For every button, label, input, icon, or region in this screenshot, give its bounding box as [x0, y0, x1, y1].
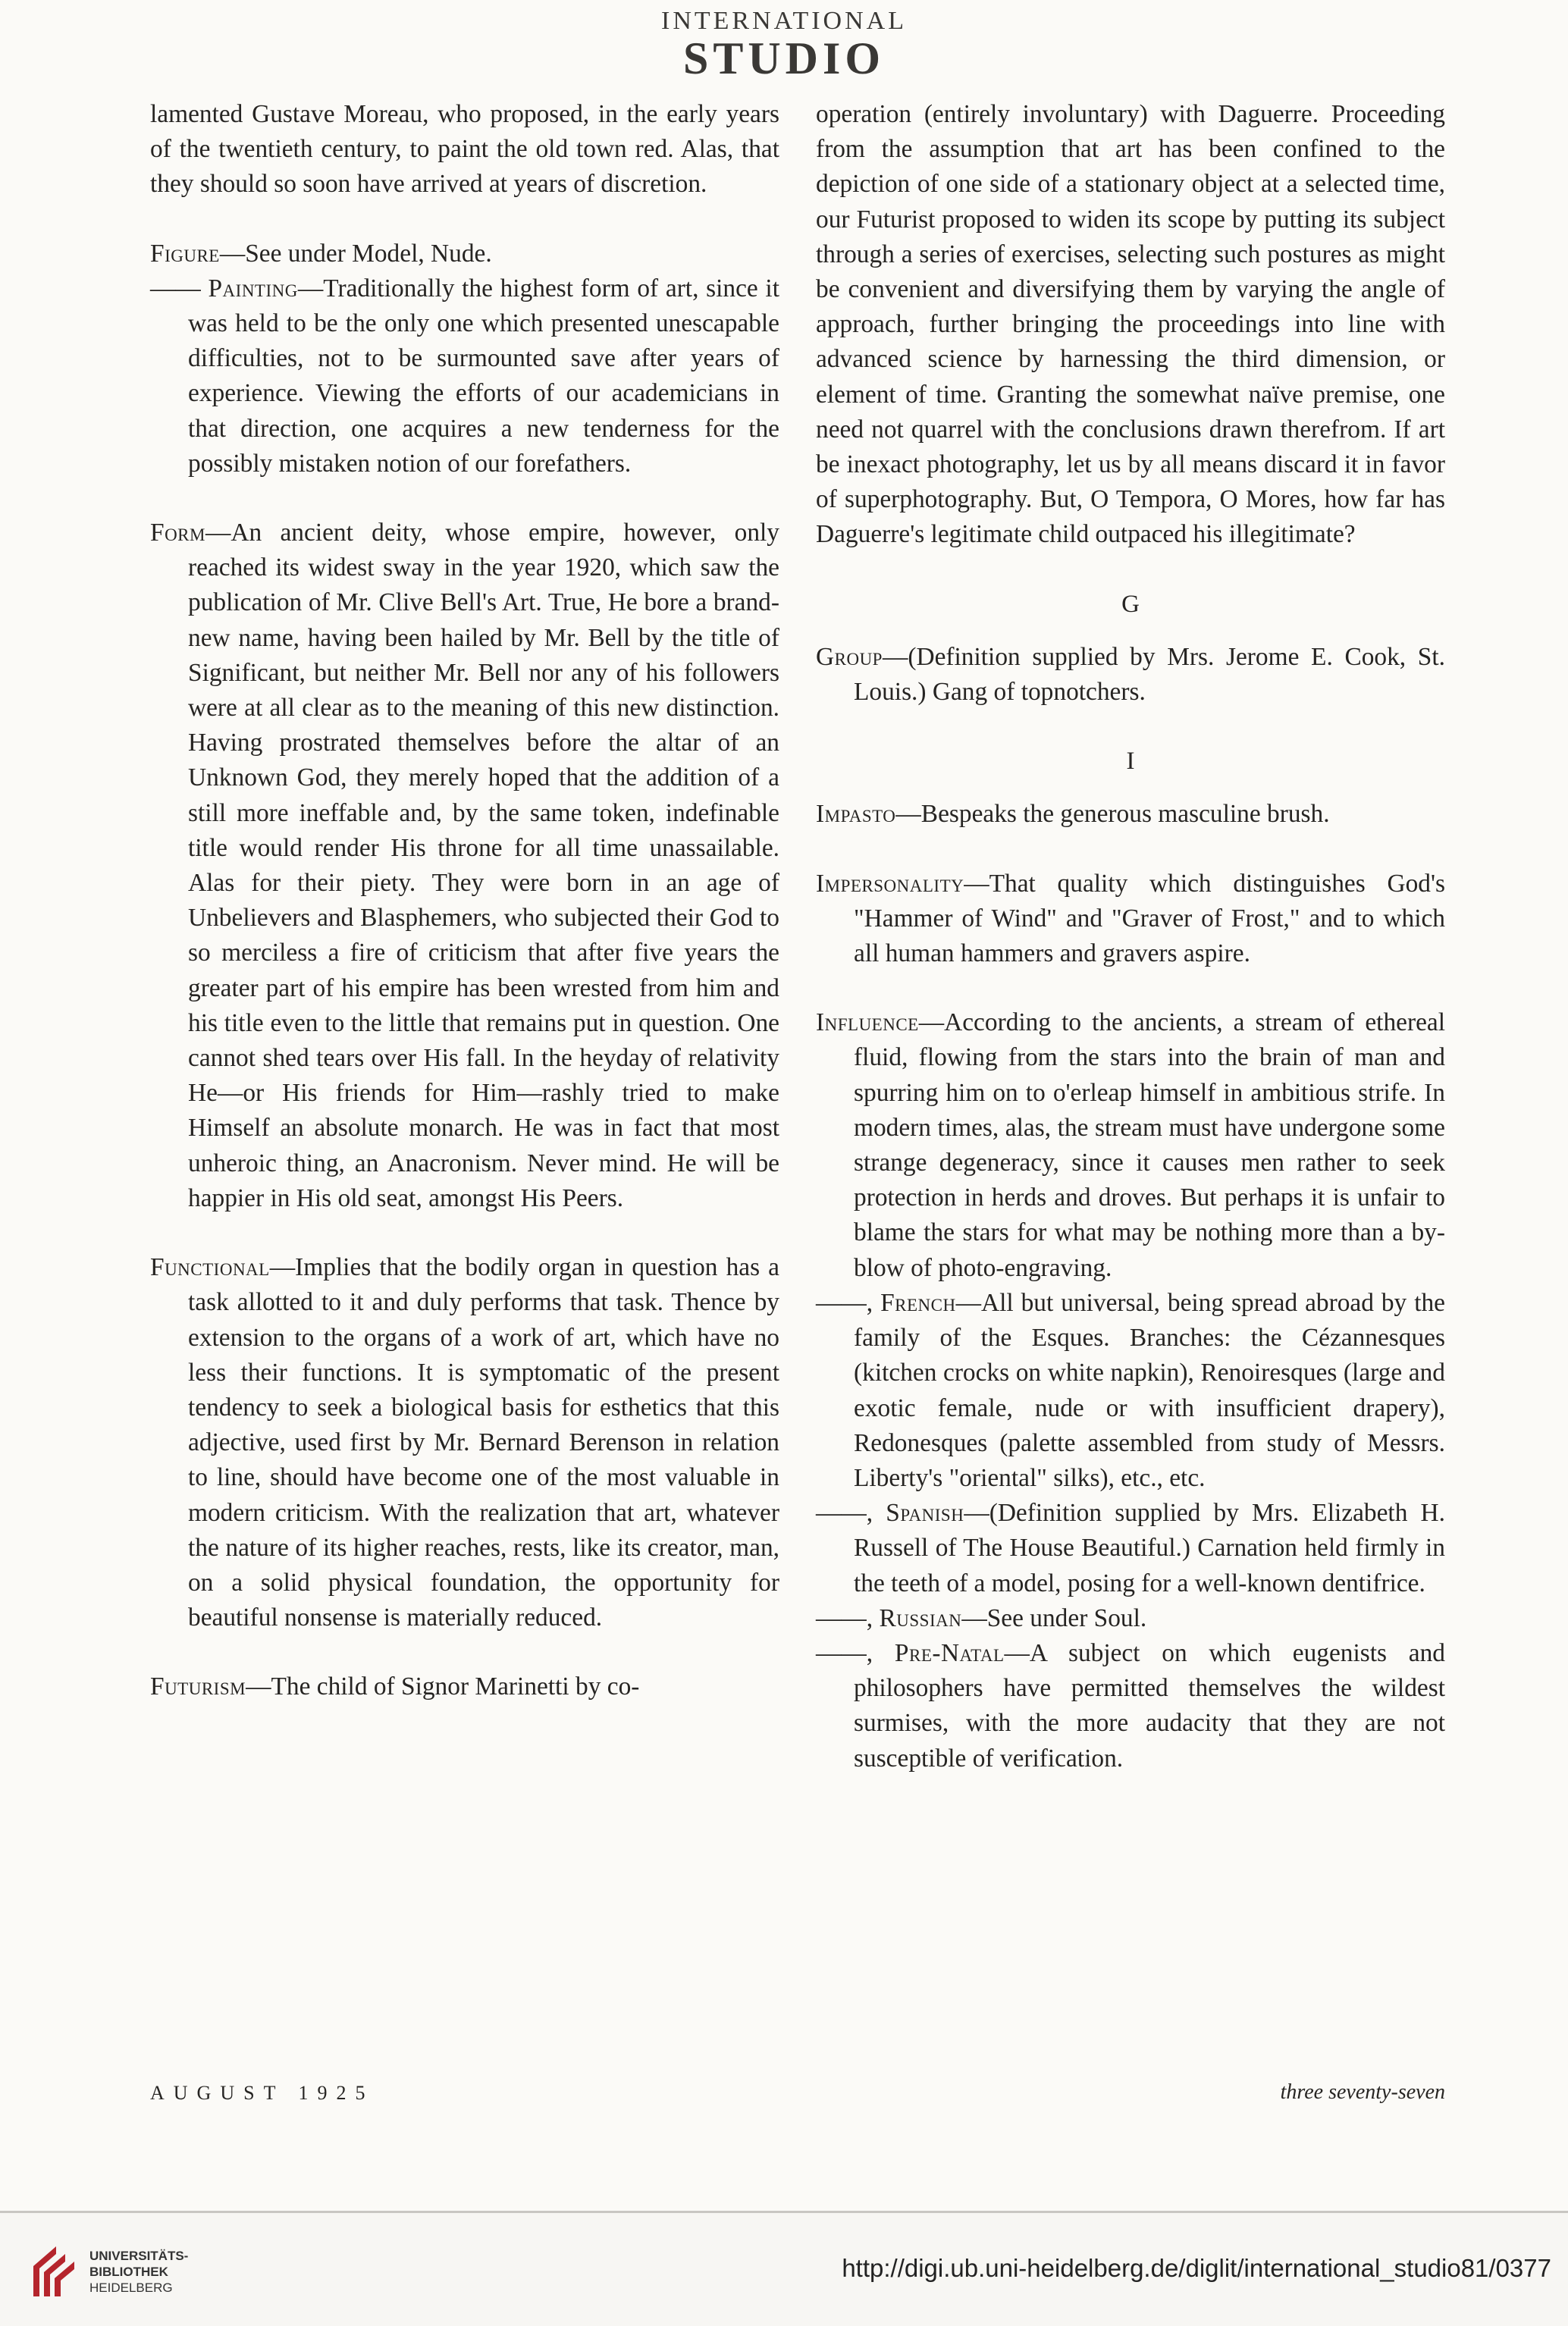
- entry-influence-head: Influence: [816, 1008, 919, 1037]
- entry-futurism-text: —The child of Signor Marinetti by co-: [246, 1672, 640, 1701]
- entry-painting: [150, 271, 779, 481]
- entry-spanish-dash: ——,: [816, 1499, 873, 1528]
- library-name-line-1: UNIVERSITÄTS-: [89, 2249, 189, 2263]
- section-letter-g: G: [1121, 590, 1140, 618]
- entry-functional-text: —Implies that the bodily organ in question has a task allotted to it and duly performs that task. Thence by extension to the organs of a work of art, which have no less their functions. It is symptomatic of the present tendency to seek a biological basis for esthetics that this adjective, used first by Mr. Bernard Berenson in relation to line, should have become one of the most valuable in modern criticism. With the realization that art, whatever the nature of its higher reaches, rests, like its creator, man, on a solid physical foundation, the opportunity for beautiful nonsense is materially reduced.: [188, 1253, 779, 1632]
- entry-prenatal: [816, 1636, 1445, 1776]
- entry-futurism: [150, 1669, 779, 1704]
- entry-group-text: —(Definition supplied by Mrs. Jerome E. Cook, St. Louis.) Gang of topnotchers.: [854, 642, 1445, 707]
- library-name-line-2: BIBLIOTHEK: [89, 2265, 168, 2279]
- entry-prenatal-dash: ——,: [816, 1638, 873, 1667]
- entry-spanish-head: Spanish: [886, 1499, 964, 1528]
- entry-figure-head: Figure: [150, 239, 220, 268]
- masthead-title: STUDIO: [682, 33, 886, 83]
- entry-prenatal-head: Pre-Natal: [894, 1638, 1005, 1667]
- entry-french-dash: ——,: [816, 1288, 873, 1317]
- entry-spanish-text: —(Definition supplied by Mrs. Elizabeth H. Russell of The House Beautiful.) Carnation held firmly in the teeth of a model, posing for a well-known dentifrice.: [854, 1499, 1445, 1597]
- entry-russian-head: Russian: [879, 1603, 962, 1632]
- entry-painting-dash: ——: [150, 274, 201, 303]
- futurism-continued: [816, 97, 1445, 553]
- entry-russian-dash: ——,: [816, 1603, 873, 1632]
- entry-impersonality-text: —That quality which distinguishes God's "Hammer of Wind" and "Graver of Frost," and to which all human hammers and gravers aspire.: [854, 869, 1445, 968]
- left-column: [150, 97, 779, 1705]
- entry-form: [150, 516, 779, 1216]
- entry-french-head: French: [880, 1288, 956, 1317]
- library-logo-icon: [26, 2243, 82, 2299]
- section-letter-i: I: [1126, 748, 1135, 776]
- entry-prenatal-text: —A subject on which eugenists and philosophers have permitted themselves the wildest surmises, with the more audacity that they are not susceptible of verification.: [854, 1638, 1446, 1773]
- footer-date: AUGUST 1925: [150, 2082, 375, 2104]
- entry-impasto-head: Impasto: [816, 800, 896, 829]
- entry-group: [816, 640, 1445, 710]
- intro-text: lamented Gustave Moreau, who proposed, in the early years of the twentieth century, to paint the old town red. Alas, that they should so soon have arrived at years of discretion.: [150, 100, 779, 199]
- footer-page-number: three seventy-seven: [1280, 2080, 1445, 2104]
- futurism-continued-text: operation (entirely involuntary) with Daguerre. Proceeding from the assumption that art has been confined to the depiction of one side of a stationary object at a selected time, our Futurist proposed to widen its scope by putting its subject through a series of exercises, selecting such postures as might be convenient and diversifying them by varying the angle of approach, further bringing the proceedings into line with advanced science by harnessing the third dimension, or element of time. Granting the somewhat naïve premise, one need not quarrel with the conclusions drawn therefrom. If art be inexact photography, let us by all means discard it in favor of superphotography. But, O Tempora, O Mores, how far has Daguerre's legitimate child outpaced his illegitimate?: [816, 100, 1445, 549]
- entry-french: [816, 1286, 1445, 1496]
- entry-influence: [816, 1005, 1445, 1286]
- masthead: [0, 8, 1568, 82]
- entry-russian-text: —See under Soul.: [961, 1603, 1147, 1632]
- entry-figure: [150, 237, 779, 271]
- entry-impersonality-head: Impersonality: [816, 869, 964, 898]
- entry-form-head: Form: [150, 519, 205, 547]
- entry-functional: [150, 1250, 779, 1635]
- entry-french-text: —All but universal, being spread abroad by the family of the Esques. Branches: the Cézannesques (kitchen crocks on white napkin), Renoiresques (large and exotic female, nude or with insufficient drapery), Redonesques (palette assembled from study of Messrs. Liberty's "oriental" silks), etc., etc.: [854, 1288, 1445, 1492]
- entry-group-head: Group: [816, 642, 883, 671]
- entry-impersonality: [816, 867, 1445, 972]
- entry-influence-text: —According to the ancients, a stream of ethereal fluid, flowing from the stars into the brain of man and spurring him on to o'erleap himself in ambitious strife. In modern times, alas, the stream must have undergone some strange degeneracy, since it causes men rather to seek protection in herds and droves. But perhaps it is unfair to blame the stars for what may be nothing more than a by-blow of photo-engraving.: [854, 1008, 1445, 1282]
- entry-russian: [816, 1601, 1445, 1636]
- entry-painting-head: Painting: [208, 274, 298, 303]
- entry-form-text: —An ancient deity, whose empire, however, only reached its widest sway in the year 1920, which saw the publication of Mr. Clive Bell's Art. True, He bore a brand-new name, having been hailed by Mr. Bell by the title of Significant, but neither Mr. Bell nor any of his followers were at all clear as to the meaning of this new distinction. Having prostrated themselves before the altar of an Unknown God, they merely hoped that the addition of a still more ineffable and, by the same token, indefinable title would render His throne for all time unassailable. Alas for their piety. They were born in an age of Unbelievers and Blasphemers, who subjected their God to so merciless a fire of criticism that after five years the greater part of his empire has been wrested from him and his title even to the little that remains put in question. One cannot shed tears over His fall. In the heyday of relativity He—or His friends for Him—rashly tried to make Himself an absolute monarch. He was in fact that most unheroic thing, an Anacronism. Never mind. He will be happier in His old seat, amongst His Peers.: [188, 519, 779, 1212]
- source-url-link[interactable]: http://digi.ub.uni-heidelberg.de/diglit/international_studio81/0377: [842, 2254, 1551, 2282]
- masthead-top: INTERNATIONAL: [661, 7, 907, 35]
- entry-figure-text: —See under Model, Nude.: [219, 239, 492, 268]
- entry-functional-head: Functional: [150, 1253, 270, 1282]
- intro-paragraph: [150, 97, 779, 202]
- right-column: [816, 97, 1445, 1776]
- entry-painting-text: —Traditionally the highest form of art, since it was held to be the only one which presented unescapable difficulties, not to be surmounted save after years of experience. Viewing the efforts of our academicians in that direction, one acquires a new tenderness for the possibly mistaken notion of our forefathers.: [188, 274, 779, 478]
- library-name: [89, 2248, 188, 2296]
- entry-spanish: [816, 1496, 1445, 1601]
- entry-futurism-head: Futurism: [150, 1672, 246, 1701]
- entry-impasto-text: —Bespeaks the generous masculine brush.: [895, 800, 1330, 829]
- library-bar: [0, 2211, 1568, 2326]
- library-name-line-3: HEIDELBERG: [89, 2281, 173, 2295]
- entry-impasto: [816, 797, 1445, 832]
